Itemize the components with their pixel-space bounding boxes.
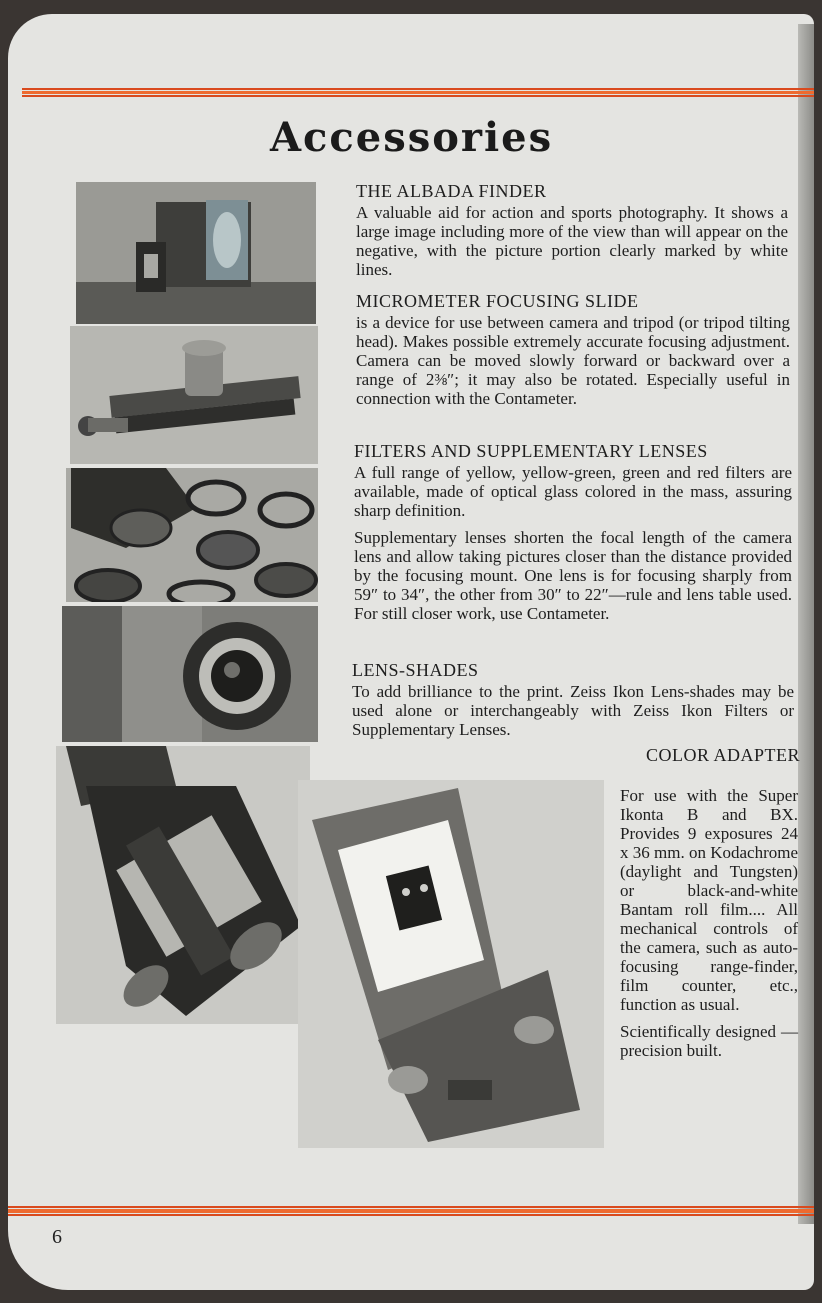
color-adapter-section: [620, 786, 798, 1060]
color-adapter-body-2: Scientifically designed — precision built.: [620, 1022, 798, 1060]
lens-shade-illustration: [62, 606, 318, 742]
top-orange-rule: [22, 88, 814, 97]
camera-back-photo: [56, 746, 310, 1024]
albada-finder-heading: THE ALBADA FINDER: [356, 181, 547, 201]
lens-shades-body: To add brilliance to the print. Zeiss Ikon Lens-shades may be used alone or interchangeably with Zeiss Ikon Filters or Supplementary Lenses.: [352, 682, 794, 739]
albada-finder-illustration: [76, 182, 316, 324]
filters-body-2: Supplementary lenses shorten the focal length of the camera lens and allow taking pictures closer than the distance provided by the focusing mount. One lens is for focusing sharply from 59″ to 34″, the other from 30″ to 22″—rule and lens table used. For still closer work, use Contameter.: [354, 528, 792, 623]
micrometer-slide-illustration: [70, 326, 318, 464]
catalog-page: [8, 14, 814, 1290]
lens-shades-section: [352, 661, 794, 739]
color-adapter-photo: [298, 780, 604, 1148]
micrometer-section: [356, 292, 790, 408]
filters-section: [354, 442, 792, 623]
albada-finder-photo: [76, 182, 316, 324]
bottom-orange-rule: [8, 1206, 814, 1216]
filters-heading: FILTERS AND SUPPLEMENTARY LENSES: [354, 441, 708, 461]
micrometer-heading: MICROMETER FOCUSING SLIDE: [356, 291, 639, 311]
filters-illustration: [66, 468, 318, 602]
lens-shades-heading: LENS-SHADES: [352, 660, 479, 680]
micrometer-body: is a device for use between camera and tripod (or tripod tilting head). Makes possible extremely accurate focusing adjustment. Camera can be moved slowly forward or backward over a range of 2⅜″; it may also be rotated. Especially useful in connection with the Contameter.: [356, 313, 790, 408]
color-adapter-heading: COLOR ADAPTER: [645, 745, 800, 765]
page-title: Accessories: [270, 114, 554, 161]
book-spine: [798, 24, 814, 1224]
filters-body-1: A full range of yellow, yellow-green, green and red filters are available, made of optical glass colored in the mass, assuring sharp definition.: [354, 463, 792, 520]
page-number: 6: [52, 1226, 62, 1248]
micrometer-slide-photo: [70, 326, 318, 464]
color-adapter-illustration: [298, 780, 604, 1148]
albada-finder-body: A valuable aid for action and sports photography. It shows a large image including more of the view than will appear on the negative, with the picture portion clearly marked by white lines.: [356, 203, 788, 279]
lens-shade-photo: [62, 606, 318, 742]
color-adapter-body-1: For use with the Super Ikonta B and BX. Provides 9 exposures 24 x 36 mm. on Kodachrome (daylight and Tungsten) or black-and-white Bantam roll film.... All mechanical controls of the camera, such as auto-focusing range-finder, film counter, etc., function as usual.: [620, 786, 798, 1014]
albada-finder-section: [356, 182, 788, 279]
filters-photo: [66, 468, 318, 602]
camera-back-illustration: [56, 746, 310, 1024]
